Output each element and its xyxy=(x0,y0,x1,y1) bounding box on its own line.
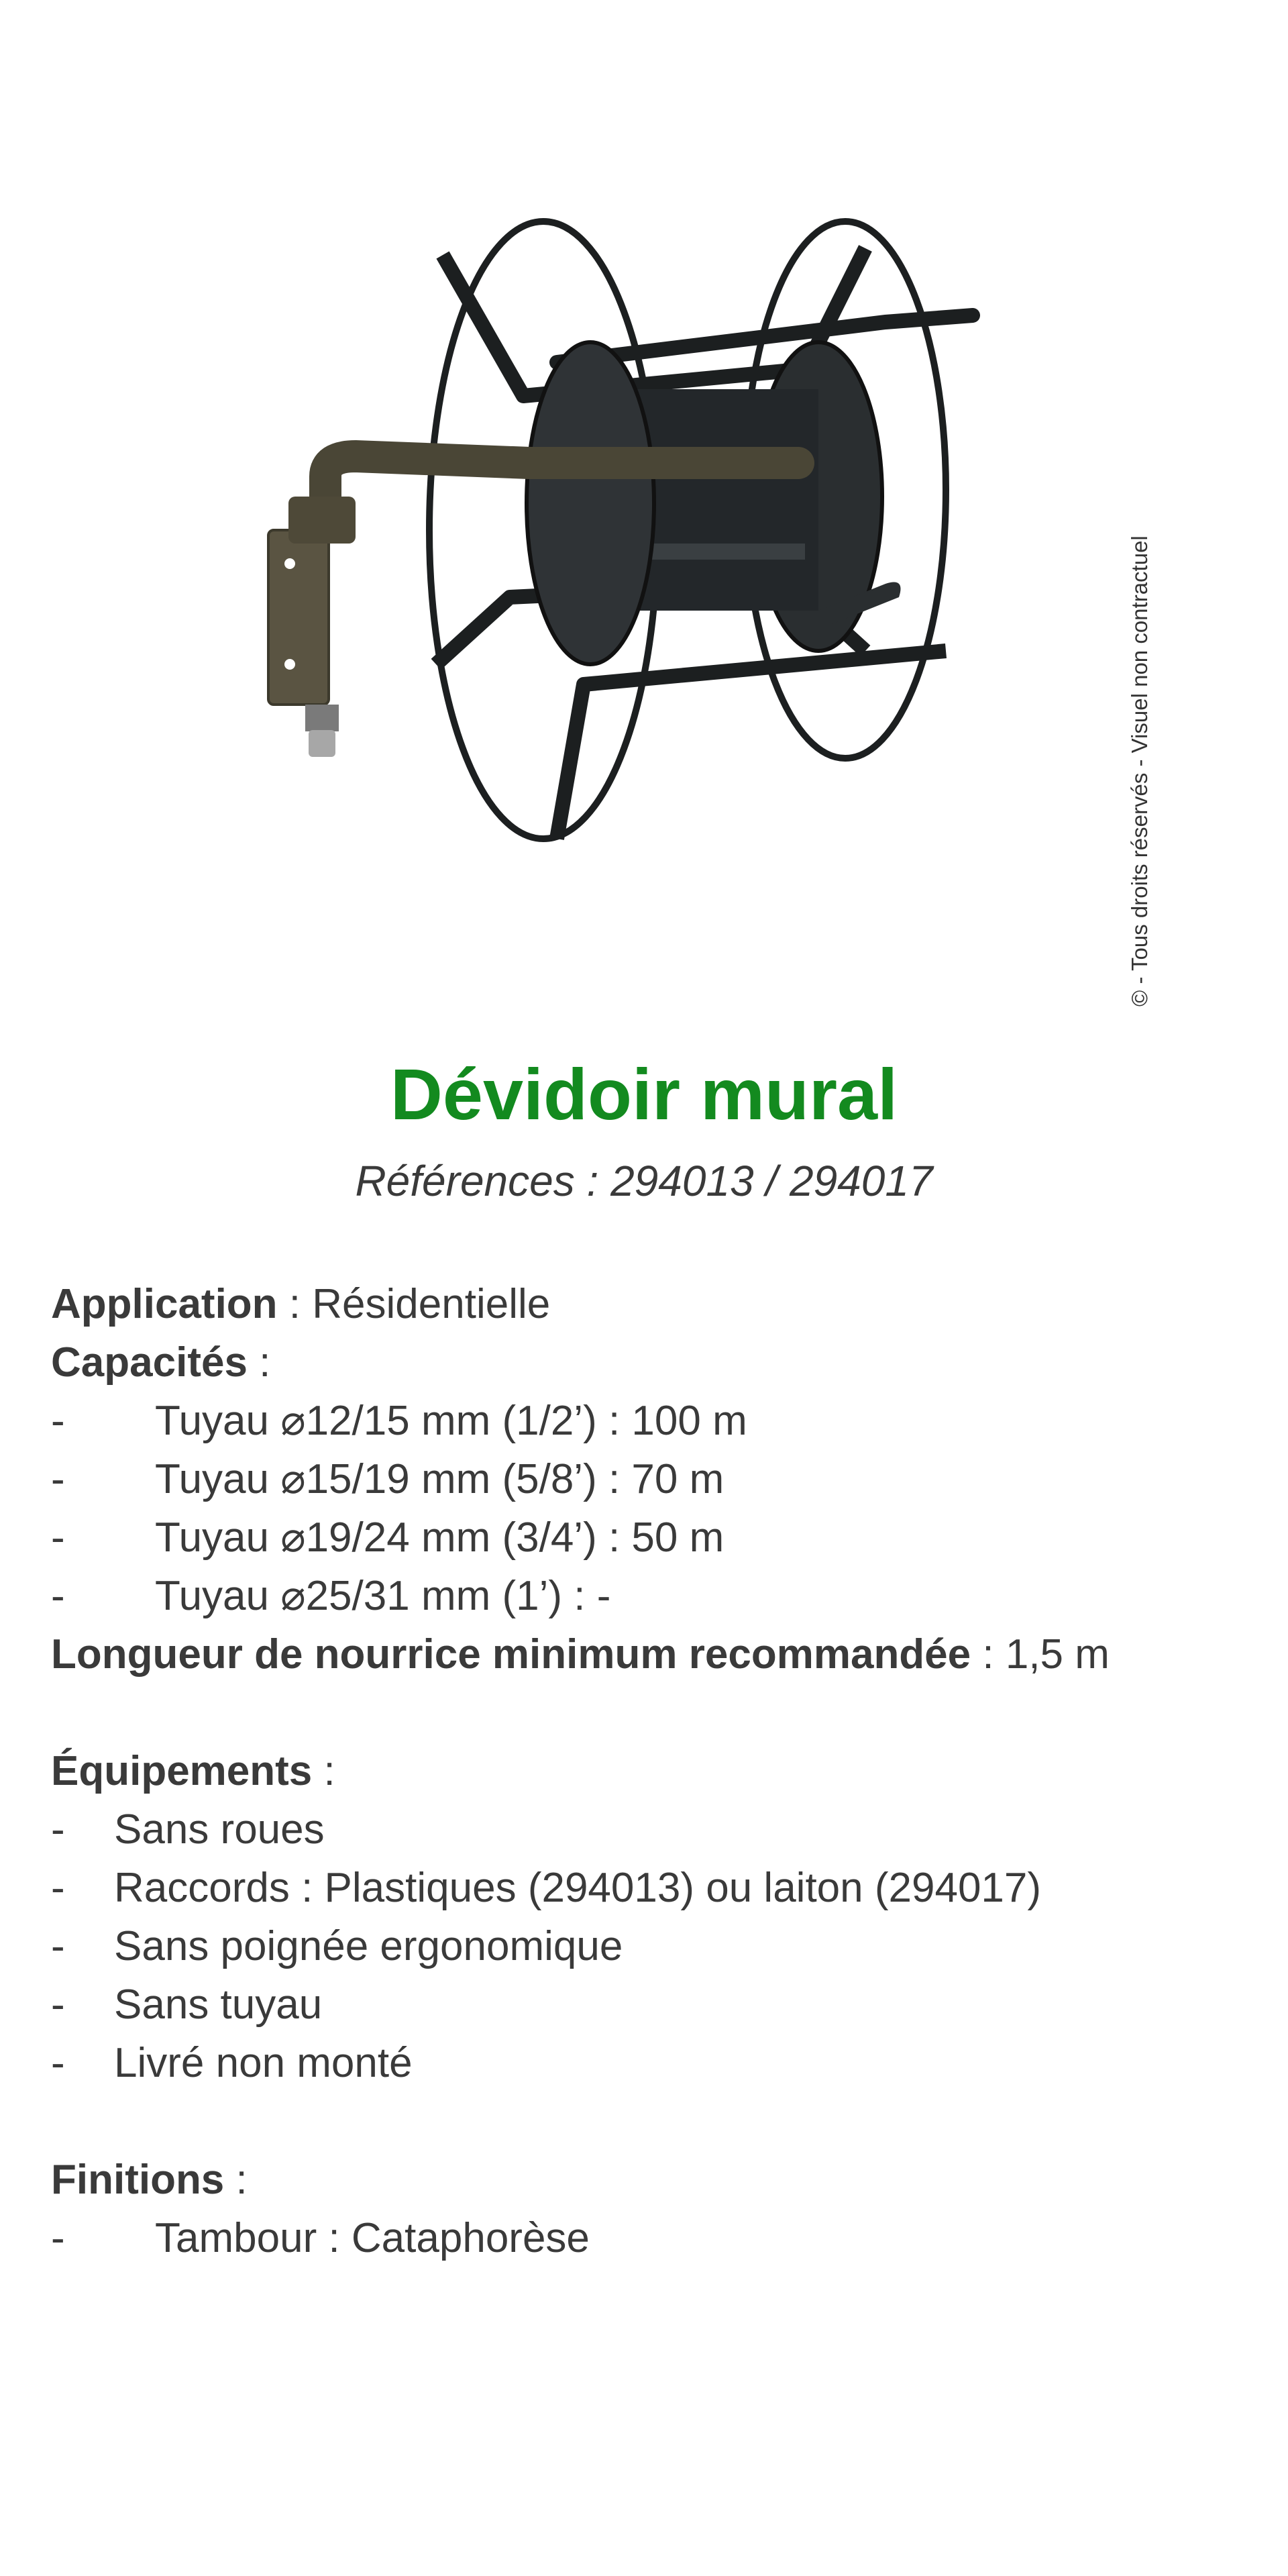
list-item xyxy=(51,1508,1258,1567)
list-dash: - xyxy=(51,1573,65,1619)
spec-value: : 1,5 m xyxy=(971,1631,1110,1678)
copyright-notice: © - Tous droits réservés - Visuel non contractuel xyxy=(1127,535,1152,1007)
list-item-text: Tuyau ⌀25/31 mm (1’) : - xyxy=(155,1573,611,1619)
list-item xyxy=(51,2209,1258,2267)
spec-label: Équipements xyxy=(51,1748,313,1794)
list-item-text: Tuyau ⌀19/24 mm (3/4’) : 50 m xyxy=(155,1514,724,1561)
spec-suffix: : xyxy=(312,1748,335,1794)
lower-frame-arm-front xyxy=(557,651,946,839)
list-item-text: Tuyau ⌀15/19 mm (5/8’) : 70 m xyxy=(155,1456,724,1502)
spec-label: Longueur de nourrice minimum recommandée xyxy=(51,1631,971,1678)
wall-bracket xyxy=(268,530,329,705)
inlet-fitting-tip xyxy=(309,730,335,757)
spacer xyxy=(51,1684,1258,1742)
spec-suffix: : xyxy=(247,1339,271,1386)
list-item-text: Sans poignée ergonomique xyxy=(114,1923,623,1969)
spec-nourrice xyxy=(51,1625,1258,1684)
spacer xyxy=(51,2092,1258,2151)
list-dash: - xyxy=(51,1865,65,1911)
list-item-text: Tambour : Cataphorèse xyxy=(155,2215,590,2261)
list-item-text: Sans roues xyxy=(114,1806,325,1853)
list-dash: - xyxy=(51,1806,65,1853)
page-title: Dévidoir mural xyxy=(390,1053,898,1135)
spec-suffix: : xyxy=(224,2157,248,2203)
list-item-text: Raccords : Plastiques (294013) ou laiton (294017) xyxy=(114,1865,1042,1911)
list-dash: - xyxy=(51,1398,65,1444)
product-references: Références : 294013 / 294017 xyxy=(355,1157,933,1205)
spec-label: Capacités xyxy=(51,1339,248,1386)
list-dash: - xyxy=(51,2040,65,2086)
drum-front-plate xyxy=(527,342,654,664)
bracket-hole xyxy=(284,558,295,569)
bracket-collar xyxy=(288,497,356,544)
list-dash: - xyxy=(51,1514,65,1561)
wall-hose-reel-image xyxy=(241,168,1046,892)
spec-label: Finitions xyxy=(51,2157,225,2203)
spec-value: : Résidentielle xyxy=(277,1281,551,1327)
bracket-hole xyxy=(284,659,295,670)
list-item-text: Sans tuyau xyxy=(114,1981,323,2028)
inlet-fitting xyxy=(305,705,339,731)
spec-application xyxy=(51,1275,1258,1333)
list-item xyxy=(51,1392,1258,1450)
spec-list xyxy=(51,1275,1258,2267)
list-item xyxy=(51,1859,1258,1917)
spec-capacities xyxy=(51,1333,1258,1392)
spec-equipments xyxy=(51,1742,1258,1800)
list-dash: - xyxy=(51,1981,65,2028)
list-dash: - xyxy=(51,1923,65,1969)
list-item xyxy=(51,1975,1258,2034)
list-item xyxy=(51,1567,1258,1625)
list-dash: - xyxy=(51,1456,65,1502)
spec-label: Application xyxy=(51,1281,278,1327)
list-item xyxy=(51,1917,1258,1975)
list-item-text: Tuyau ⌀12/15 mm (1/2’) : 100 m xyxy=(155,1398,747,1444)
list-dash: - xyxy=(51,2215,65,2261)
list-item-text: Livré non monté xyxy=(114,2040,413,2086)
list-item xyxy=(51,1450,1258,1508)
list-item xyxy=(51,1800,1258,1859)
spec-finishes xyxy=(51,2151,1258,2209)
list-item xyxy=(51,2034,1258,2092)
